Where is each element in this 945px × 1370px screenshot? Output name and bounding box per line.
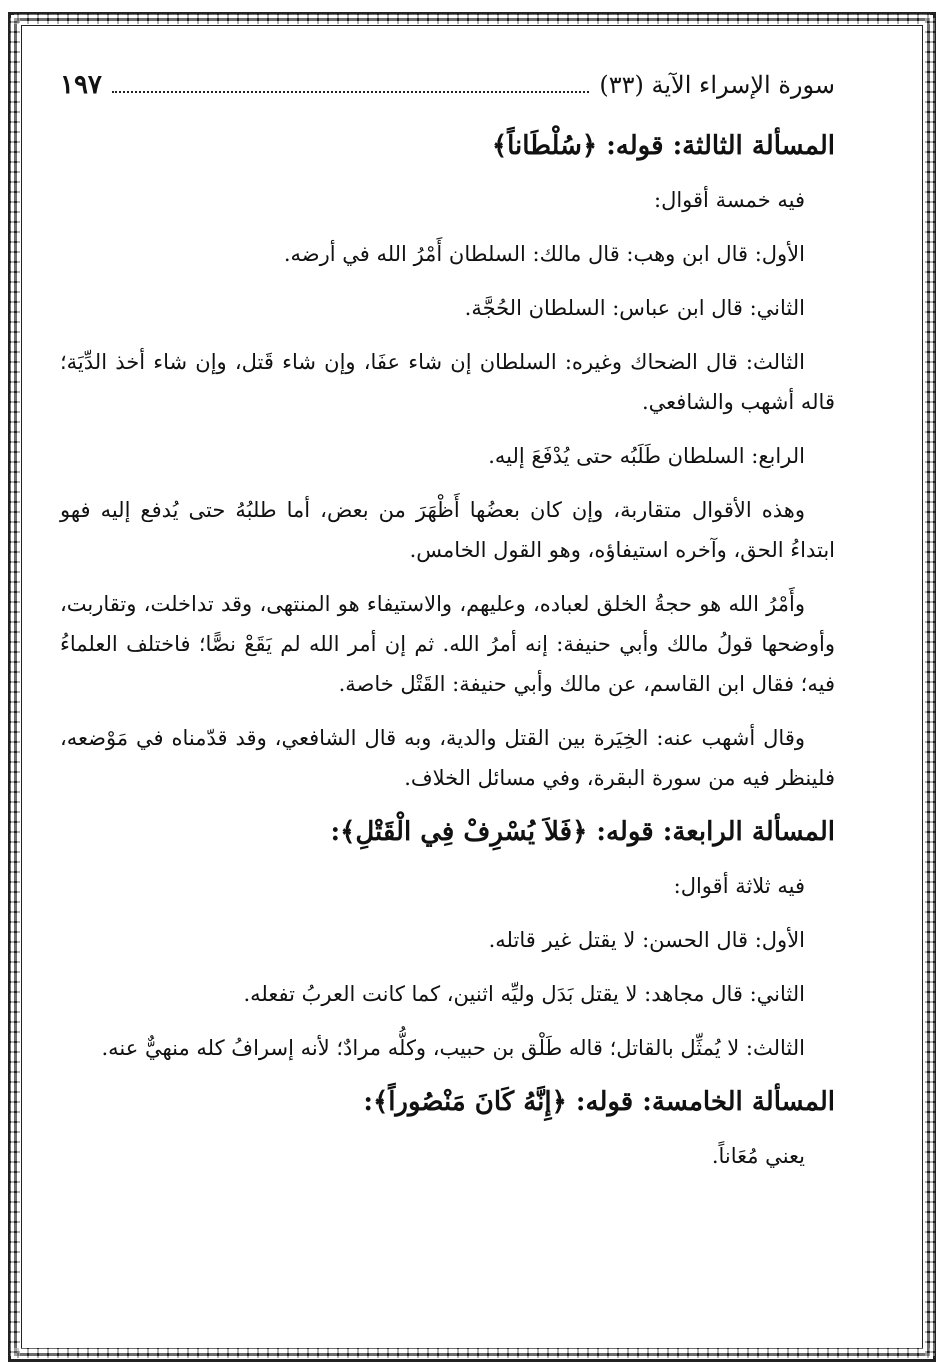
page-number: ١٩٧ (60, 70, 102, 100)
border-chain-left (10, 18, 20, 1356)
paragraph: الرابع: السلطان طَلَبُه حتى يُدْفَعَ إليه. (488, 444, 805, 468)
section-heading: المسألة الخامسة: قوله: ﴿إِنَّهُ كَانَ مَنْصُوراً﴾: (363, 1087, 835, 1117)
section-heading: المسألة الثالثة: قوله: ﴿سُلْطَاناً﴾ (491, 131, 835, 161)
running-header (60, 70, 835, 100)
paragraph: وأَمْرُ الله هو حجةُ الخلق لعباده، وعليهم، والاستيفاء هو المنتهى، وقد تداخلت، وتقاربت، وأوضحها قولُ مالك وأبي حنيفة: إنه أمرُ الله. ثم إن أمر الله لم يَقَعْ نصًّا؛ فاختلف العلماءُ فيه؛ فقال ابن القاسم، عن مالك وأبي حنيفة: القَتْل خاصة. (60, 592, 835, 696)
paragraph: فيه خمسة أقوال: (654, 188, 805, 212)
border-chain-top (14, 14, 930, 24)
paragraph: وهذه الأقوال متقاربة، وإن كان بعضُها أَظْهَرَ من بعض، أما طلبُهُ حتى يُدفع إليه فهو ابتداءُ الحق، وآخره استيفاؤه، وهو القول الخامس. (60, 498, 835, 562)
header-title: سورة الإسراء الآية (٣٣) (599, 71, 835, 99)
paragraph: الثالث: لا يُمثِّل بالقاتل؛ قاله طَلْق بن حبيب، وكلُّه مرادٌ؛ لأنه إسرافُ كله منهيٌّ عنه. (101, 1036, 805, 1060)
paragraph: الثالث: قال الضحاك وغيره: السلطان إن شاء عفَا، وإن شاء قَتل، وإن شاء أخذ الدِّيَة؛ قاله أشهب والشافعي. (60, 350, 835, 414)
paragraph: الثاني: قال مجاهد: لا يقتل بَدَل وليِّه اثنين، كما كانت العربُ تفعله. (243, 982, 805, 1006)
header-leader-dots (112, 91, 589, 93)
paragraph: فيه ثلاثة أقوال: (673, 874, 805, 898)
page-content (60, 70, 835, 1190)
paragraph: الثاني: قال ابن عباس: السلطان الحُجَّة. (464, 296, 805, 320)
paragraph: الأول: قال الحسن: لا يقتل غير قاتله. (488, 928, 805, 952)
paragraph: وقال أشهب عنه: الخِيَرة بين القتل والدية، وبه قال الشافعي، وقد قدّمناه في مَوْضعه، فلينظر فيه من سورة البقرة، وفي مسائل الخلاف. (60, 726, 835, 790)
section-heading: المسألة الرابعة: قوله: ﴿فَلاَ يُسْرِفْ فِي الْقَتْلِ﴾: (330, 817, 835, 847)
paragraph: يعني مُعَاناً. (711, 1144, 805, 1168)
border-chain-right (925, 18, 935, 1356)
border-chain-bottom (14, 1348, 930, 1358)
paragraph: الأول: قال ابن وهب: قال مالك: السلطان أَمْرُ الله في أرضه. (283, 242, 805, 266)
